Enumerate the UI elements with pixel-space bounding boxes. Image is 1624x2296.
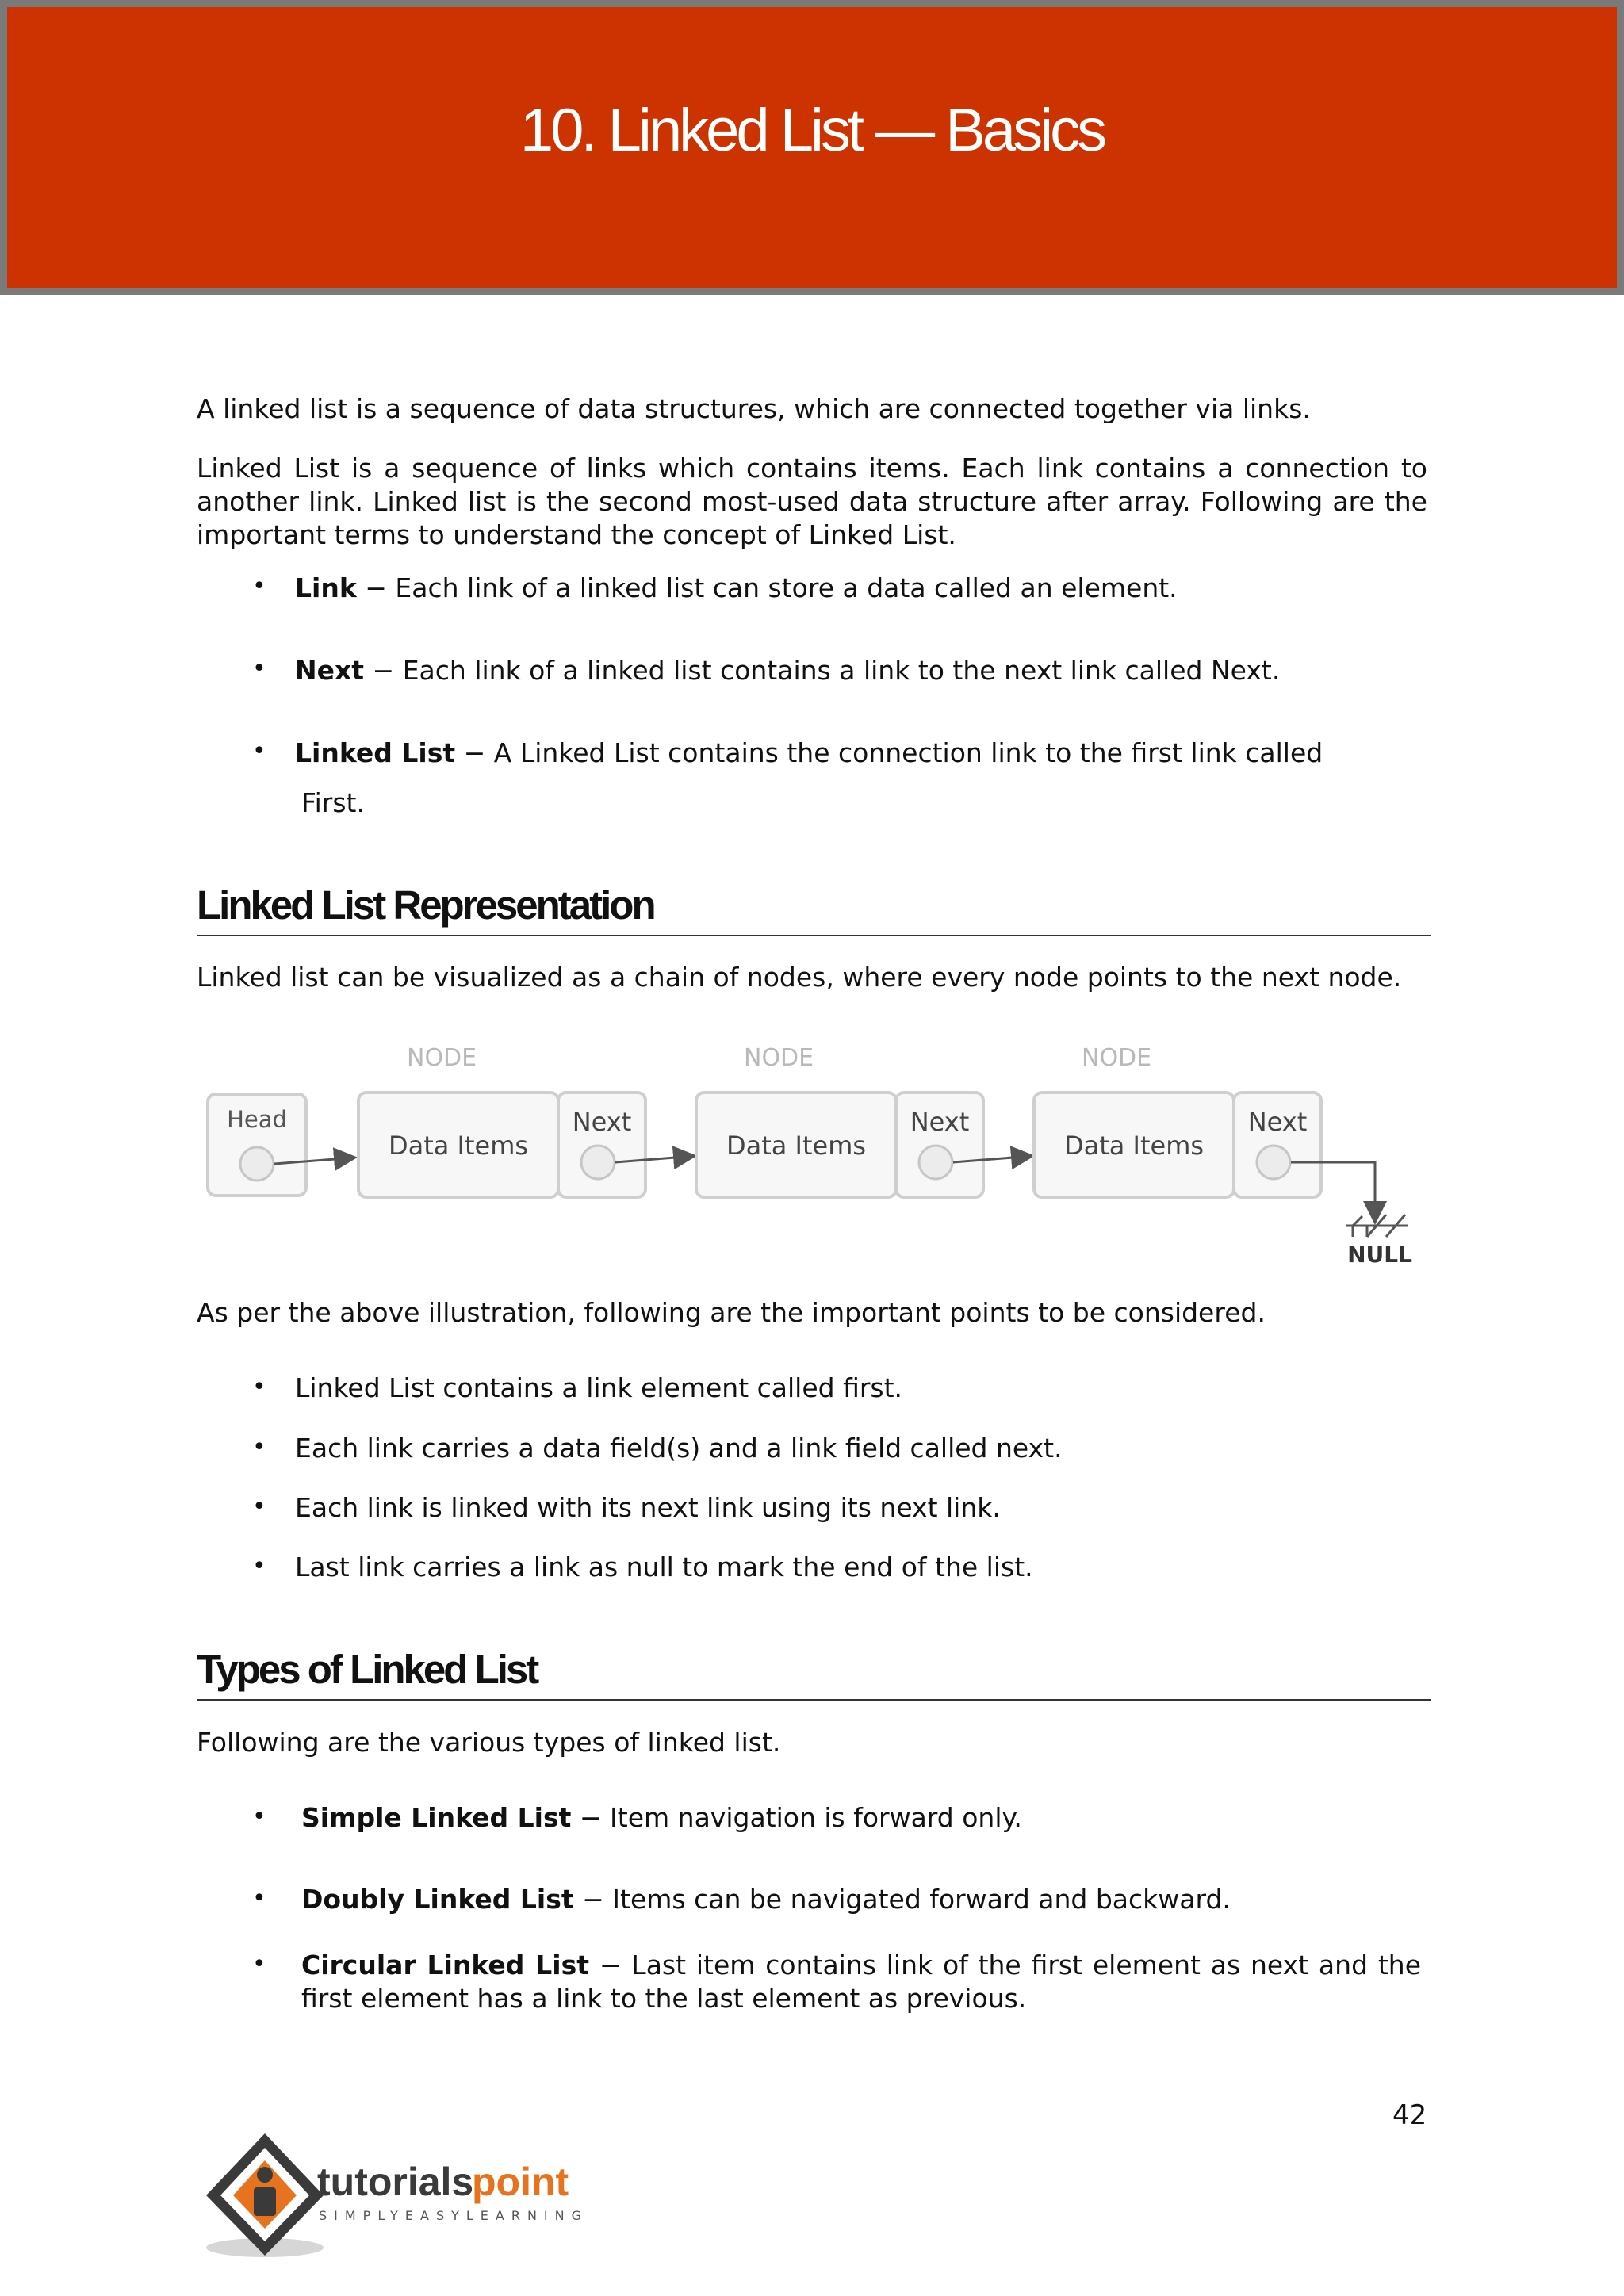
node-caption: NODE <box>744 1044 814 1072</box>
bullet-icon: • <box>252 1433 266 1461</box>
type-label: Doubly Linked List <box>301 1884 574 1915</box>
term-item-link <box>295 572 1421 605</box>
bullet-icon: • <box>252 655 266 683</box>
bullet-icon: • <box>252 1493 266 1521</box>
type-desc: − Item navigation is forward only. <box>571 1802 1022 1833</box>
linked-list-diagram <box>197 1039 1434 1276</box>
logo-brand-a: tutorials <box>317 2160 474 2204</box>
node-next-label: Next <box>572 1107 632 1137</box>
node-next-pointer-icon <box>1257 1146 1290 1179</box>
type-item-circular <box>301 1949 1421 2015</box>
bullet-icon: • <box>252 1950 266 1978</box>
bullet-icon: • <box>252 737 266 765</box>
point-item: Each link carries a data field(s) and a link field called next. <box>295 1433 1063 1464</box>
term-label: Link <box>295 572 357 603</box>
term-item-next <box>295 654 1421 687</box>
logo-brand-b: point <box>472 2160 569 2204</box>
head-pointer-icon <box>240 1147 274 1181</box>
representation-intro: Linked list can be visualized as a chain of nodes, where every node points to the next node. <box>197 962 1402 993</box>
point-item: Linked List contains a link element called first. <box>295 1372 903 1403</box>
type-desc: − Items can be navigated forward and backward. <box>573 1884 1231 1915</box>
type-desc: − Last item contains link of the first element as next and the first element has a link to the last element as previous. <box>301 1950 1421 2014</box>
node-next-pointer-icon <box>919 1146 952 1179</box>
term-desc: − Each link of a linked list contains a link to the next link called Next. <box>364 655 1281 686</box>
point-item: Each link is linked with its next link using its next link. <box>295 1492 1001 1523</box>
types-intro: Following are the various types of linked list. <box>197 1727 781 1758</box>
page-number: 42 <box>1392 2099 1427 2131</box>
node-data-label: Data Items <box>388 1131 529 1161</box>
null-label: NULL <box>1347 1242 1412 1268</box>
bullet-icon: • <box>252 572 266 600</box>
term-label: Next <box>295 655 365 686</box>
type-item-doubly <box>301 1883 1421 1916</box>
type-item-simple <box>301 1801 1421 1835</box>
representation-after: As per the above illustration, following are the important points to be considered. <box>197 1297 1266 1328</box>
types-heading: Types of Linked List <box>197 1646 1431 1701</box>
node-next-label: Next <box>1247 1107 1308 1137</box>
bullet-icon: • <box>252 1373 266 1401</box>
node-data-label: Data Items <box>726 1131 867 1161</box>
term-item-linked-list <box>295 737 1421 770</box>
node-caption: NODE <box>1082 1044 1152 1072</box>
node-next-label: Next <box>910 1107 970 1137</box>
type-label: Circular Linked List <box>301 1950 590 1980</box>
head-label: Head <box>227 1106 287 1133</box>
bullet-icon: • <box>252 1552 266 1580</box>
bullet-icon: • <box>252 1803 266 1831</box>
node-next-pointer-icon <box>581 1146 615 1179</box>
chapter-title: 10. Linked List — Basics <box>519 97 1105 164</box>
intro-paragraph-1: A linked list is a sequence of data structures, which are connected together via links. <box>197 393 1311 424</box>
node-data-label: Data Items <box>1063 1131 1205 1161</box>
term-desc: − Each link of a linked list can store a data called an element. <box>356 572 1178 603</box>
logo-tagline: SIMPLYEASYLEARNING <box>319 2208 589 2223</box>
chapter-banner <box>0 0 1624 295</box>
term-label: Linked List <box>295 737 456 768</box>
point-item: Last link carries a link as null to mark the end of the list. <box>295 1552 1033 1582</box>
tutorialspoint-logo <box>198 2129 642 2263</box>
node-caption: NODE <box>407 1044 477 1072</box>
term-desc: − A Linked List contains the connection link to the first link called <box>455 737 1323 768</box>
bullet-icon: • <box>252 1885 266 1912</box>
type-label: Simple Linked List <box>301 1802 572 1833</box>
intro-paragraph-2: Linked List is a sequence of links which contains items. Each link contains a connection to another link. Linked list is the second most-used data structure after array. Following are the important terms to understand the concept of Linked List. <box>197 453 1427 550</box>
ground-icon <box>1346 1215 1408 1237</box>
representation-heading: Linked List Representation <box>197 882 1431 936</box>
term-desc-continuation: First. <box>301 787 365 818</box>
